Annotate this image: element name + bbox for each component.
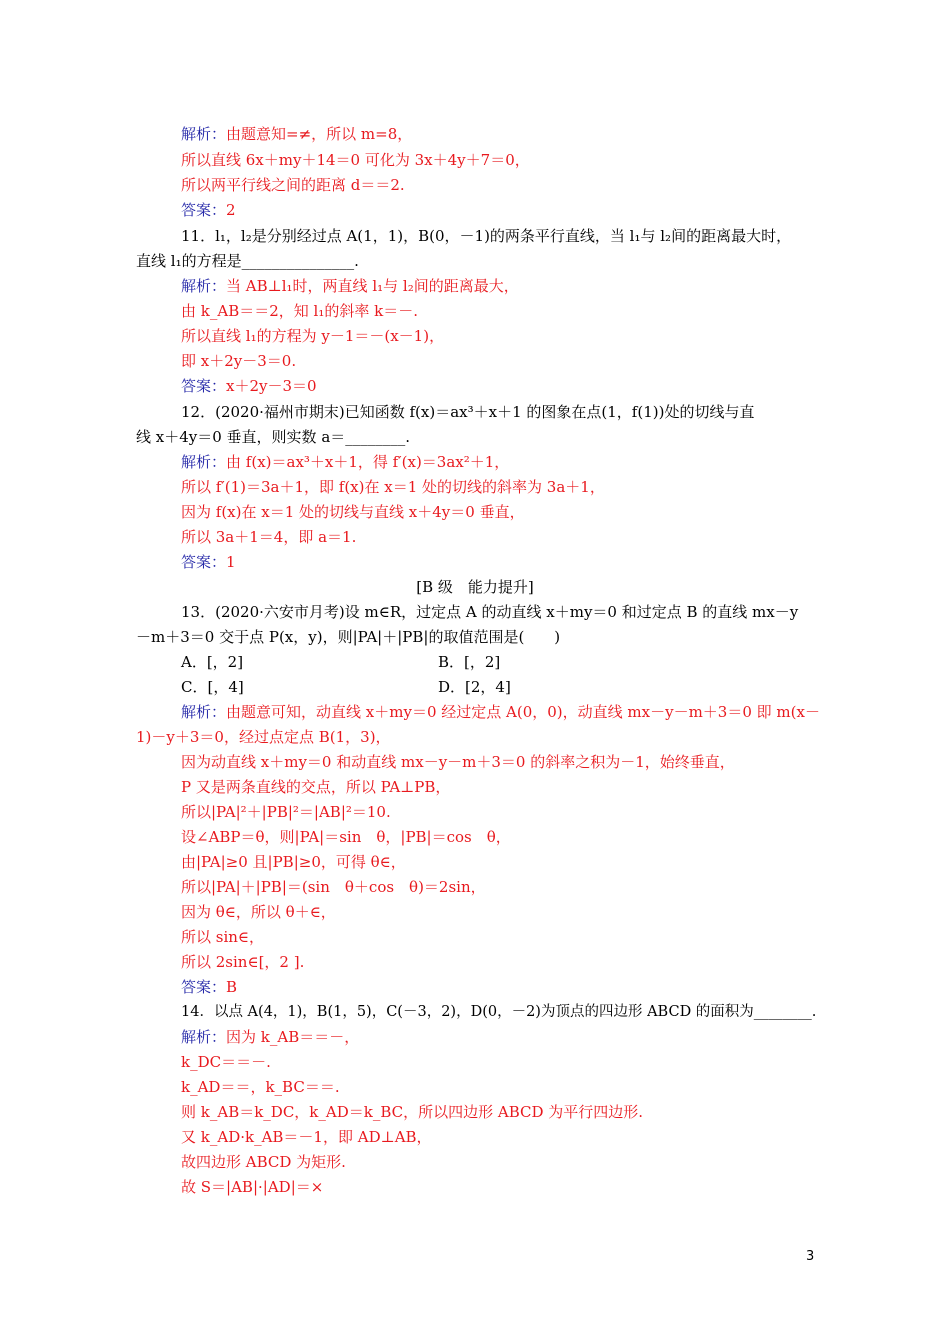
solution-line: 所以直线 l₁的方程为 y－1＝－(x－1)， — [181, 327, 445, 345]
section-heading: [B 级 能力提升] — [416, 578, 534, 596]
solution-label: 解析： — [181, 125, 227, 143]
solution-line: 解析：由题意知=≠，所以 m=8， — [181, 125, 413, 143]
question-12-cont: 线 x＋4y＝0 垂直，则实数 a＝________. — [136, 428, 411, 446]
solution-line: 因为 θ∈，所以 θ＋∈， — [181, 903, 336, 921]
question-13-cont: －m＋3＝0 交于点 P(x，y)，则|PA|＋|PB|的取值范围是( ) — [136, 628, 561, 646]
solution-line: 即 x＋2y－3＝0. — [181, 352, 297, 370]
option-c: C．[，4] — [181, 678, 244, 696]
solution-label: 解析： — [181, 703, 227, 721]
answer-line: 答案：x＋2y－3＝0 — [181, 377, 317, 395]
option-b: B．[，2] — [438, 653, 501, 671]
option-d: D．[2，4] — [438, 678, 511, 696]
solution-label: 解析： — [181, 453, 227, 471]
solution-line: 所以 f′(1)＝3a＋1，即 f(x)在 x＝1 处的切线的斜率为 3a＋1， — [181, 478, 605, 496]
question-11-cont: 直线 l₁的方程是_______________. — [136, 252, 359, 270]
solution-line: 由|PA|≥0 且|PB|≥0，可得 θ∈， — [181, 853, 406, 871]
solution-line: 因为 f(x)在 x＝1 处的切线与直线 x＋4y＝0 垂直， — [181, 503, 525, 521]
answer-label: 答案： — [181, 978, 227, 996]
solution-line: P 又是两条直线的交点，所以 PA⊥PB， — [181, 778, 451, 796]
solution-line: 因为动直线 x＋my＝0 和动直线 mx－y－m＋3＝0 的斜率之积为－1，始终垂直， — [181, 753, 735, 771]
answer-label: 答案： — [181, 553, 227, 571]
solution-line: 所以|PA|²＋|PB|²＝|AB|²＝10. — [181, 803, 391, 821]
solution-line: 1)－y＋3＝0，经过点定点 B(1，3)， — [136, 728, 391, 746]
answer-label: 答案： — [181, 201, 227, 219]
solution-line: 故四边形 ABCD 为矩形. — [181, 1153, 346, 1171]
question-13: 13．(2020·六安市月考)设 m∈R，过定点 A 的动直线 x＋my＝0 和过定点 B 的直线 mx－y — [181, 603, 799, 621]
page-number: 3 — [806, 1249, 815, 1264]
solution-line: k_DC＝＝－. — [181, 1053, 271, 1071]
solution-line: 则 k_AB＝k_DC，k_AD＝k_BC，所以四边形 ABCD 为平行四边形. — [181, 1103, 644, 1121]
answer-label: 答案： — [181, 377, 227, 395]
question-11: 11．l₁，l₂是分别经过点 A(1，1)，B(0，－1)的两条平行直线，当 l₁与 l₂间的距离最大时， — [181, 227, 792, 245]
answer-line: 答案：B — [181, 978, 238, 996]
solution-label: 解析： — [181, 1028, 227, 1046]
solution-line: 所以 3a＋1＝4，即 a＝1. — [181, 528, 357, 546]
solution-line: 设∠ABP＝θ，则|PA|＝sin θ，|PB|＝cos θ， — [181, 828, 511, 846]
solution-line: 故 S＝|AB|·|AD|＝× — [181, 1178, 324, 1196]
option-a: A．[，2] — [181, 653, 244, 671]
question-14: 14．以点 A(4，1)，B(1，5)，C(－3，2)，D(0，－2)为顶点的四边形 ABCD 的面积为________. — [181, 1004, 817, 1020]
solution-line: 解析：因为 k_AB＝＝－， — [181, 1028, 360, 1046]
solution-label: 解析： — [181, 277, 227, 295]
solution-line: k_AD＝＝，k_BC＝＝. — [181, 1078, 340, 1096]
solution-line: 解析：由 f(x)＝ax³＋x＋1，得 f′(x)＝3ax²＋1， — [181, 453, 510, 471]
question-12: 12．(2020·福州市期末)已知函数 f(x)＝ax³＋x＋1 的图象在点(1，f(1))处的切线与直 — [181, 403, 755, 421]
solution-line: 由 k_AB＝＝2，知 l₁的斜率 k＝－. — [181, 302, 418, 320]
solution-line: 又 k_AD·k_AB＝－1，即 AD⊥AB， — [181, 1128, 432, 1146]
solution-line: 所以 2sin∈[，2 ]. — [181, 953, 305, 971]
solution-line: 所以|PA|＋|PB|＝(sin θ＋cos θ)＝2sin， — [181, 878, 486, 896]
solution-line: 解析：由题意可知，动直线 x＋my＝0 经过定点 A(0，0)，动直线 mx－y－m＋3＝0 即 m(x－ — [181, 703, 820, 721]
solution-line: 所以直线 6x＋my＋14＝0 可化为 3x＋4y＋7＝0， — [181, 151, 530, 169]
solution-line: 所以两平行线之间的距离 d＝＝2. — [181, 176, 405, 194]
solution-line: 所以 sin∈， — [181, 928, 265, 946]
solution-line: 解析：当 AB⊥l₁时，两直线 l₁与 l₂间的距离最大， — [181, 277, 519, 295]
answer-line: 答案：2 — [181, 201, 236, 219]
answer-line: 答案：1 — [181, 553, 236, 571]
